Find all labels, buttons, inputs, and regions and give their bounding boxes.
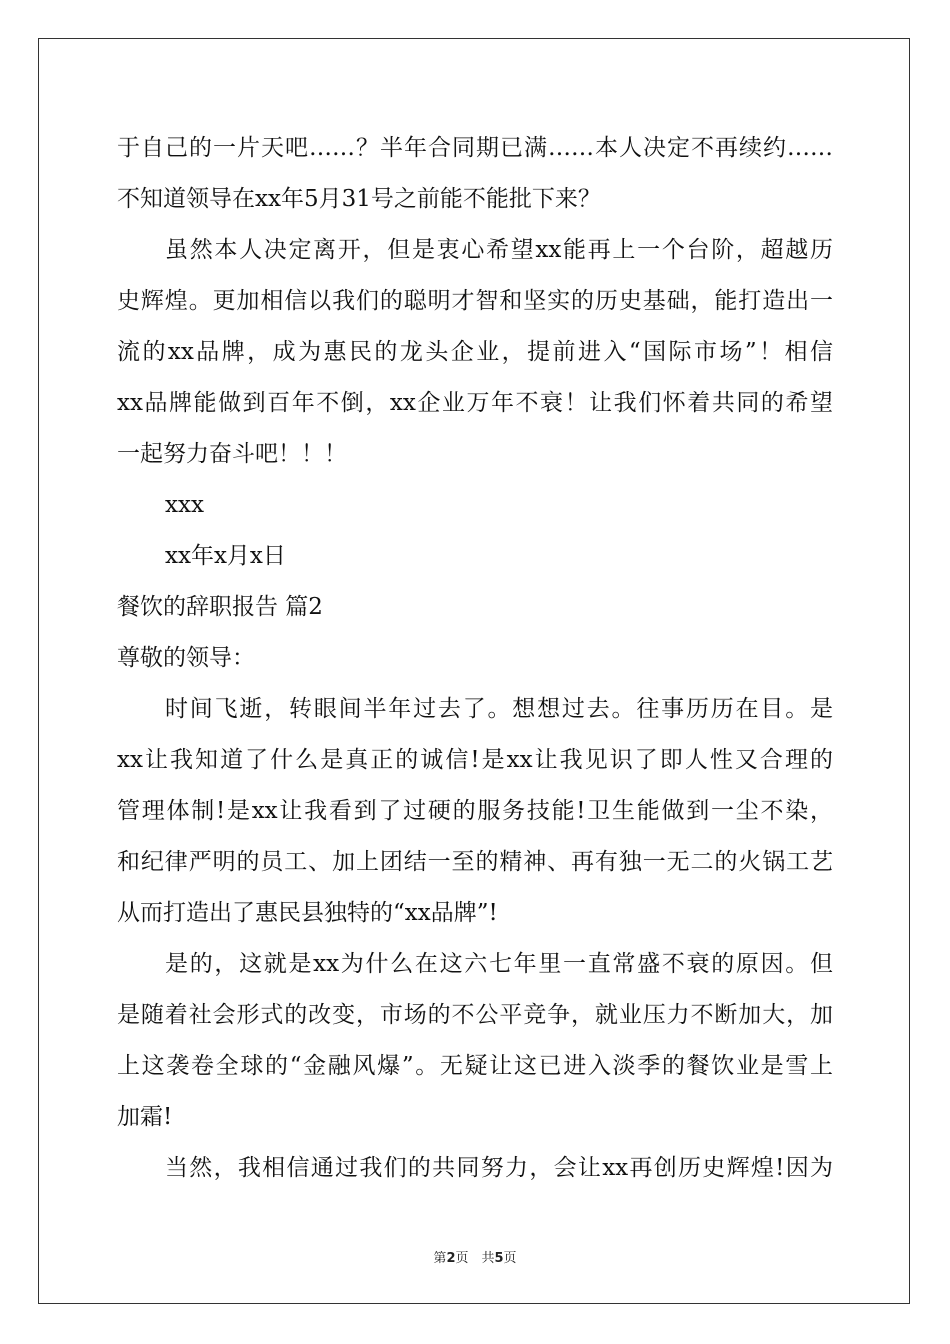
- text-line: 和纪律严明的员工、加上团结一至的精神、再有独一无二的火锅工艺: [117, 849, 833, 875]
- signature-name: xxx: [165, 492, 204, 518]
- text-line: 史辉煌。更加相信以我们的聪明才智和坚实的历史基础，能打造出一: [117, 288, 833, 314]
- text-line: 虽然本人决定离开，但是衷心希望xx能再上一个台阶，超越历: [165, 237, 833, 263]
- document-body: [117, 123, 833, 1194]
- text-line: 是的，这就是xx为什么在这六七年里一直常盛不衰的原因。但: [165, 951, 833, 977]
- text-line: 流的xx品牌，成为惠民的龙头企业，提前进入“国际市场”！相信: [117, 339, 833, 365]
- page-suffix: 页: [503, 1251, 517, 1266]
- text-line: 是随着社会形式的改变，市场的不公平竞争，就业压力不断加大，加: [117, 1002, 833, 1028]
- text-line: 于自己的一片天吧……？半年合同期已满……本人决定不再续约……: [117, 135, 833, 161]
- text-line: xx品牌能做到百年不倒，xx企业万年不衰！让我们怀着共同的希望: [117, 390, 833, 416]
- text-line: 当然，我相信通过我们的共同努力，会让xx再创历史辉煌!因为: [165, 1155, 833, 1181]
- text-line: 上这袭卷全球的“金融风爆”。无疑让这已进入淡季的餐饮业是雪上: [117, 1053, 833, 1079]
- current-page-number: 2: [446, 1251, 456, 1266]
- page-footer: [0, 1247, 950, 1266]
- total-page-number: 5: [494, 1251, 504, 1266]
- text-line: 时间飞逝，转眼间半年过去了。想想过去。往事历历在目。是: [165, 696, 833, 722]
- text-line: 加霜!: [117, 1104, 173, 1130]
- text-line: 从而打造出了惠民县独特的“xx品牌”!: [117, 900, 498, 926]
- signature-date: xx年x月x日: [165, 543, 286, 569]
- text-line: 管理体制!是xx让我看到了过硬的服务技能!卫生能做到一尘不染，: [117, 798, 833, 824]
- section-title: 餐饮的辞职报告 篇2: [117, 594, 323, 620]
- page-mid: 页 共: [455, 1251, 495, 1266]
- salutation: 尊敬的领导：: [117, 645, 255, 671]
- text-line: 一起努力奋斗吧！！！: [117, 441, 347, 467]
- text-line: xx让我知道了什么是真正的诚信!是xx让我见识了即人性又合理的: [117, 747, 833, 773]
- text-line: 不知道领导在xx年5月31号之前能不能批下来？: [117, 186, 601, 212]
- page-prefix: 第: [433, 1251, 447, 1266]
